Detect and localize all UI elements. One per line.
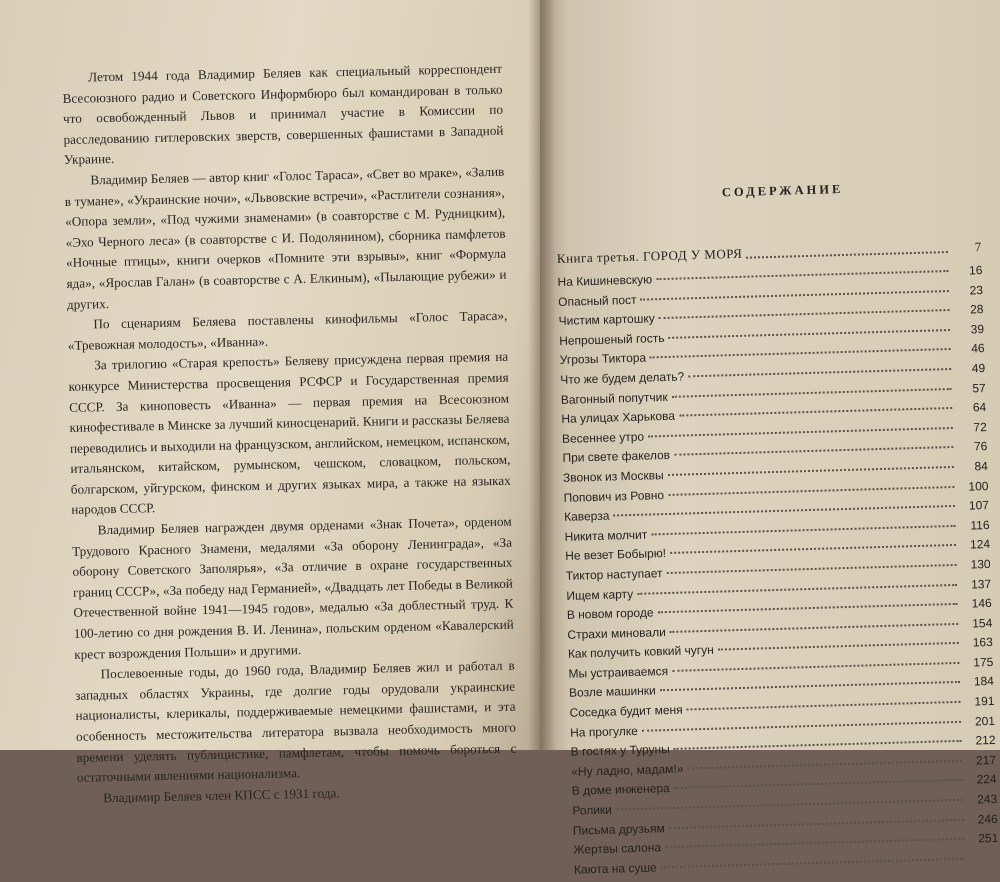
toc-entry-title: Каверза [563, 508, 610, 524]
toc-leader-dots [641, 290, 949, 301]
toc-entry-title: При свете факелов [562, 448, 671, 466]
toc-entry-title: Как получить ковкий чугун [567, 643, 714, 662]
toc-leader-dots [668, 485, 954, 495]
toc-leader-dots [687, 701, 961, 711]
toc-leader-dots [648, 427, 953, 438]
toc-leader-dots [657, 603, 957, 613]
toc-leader-dots [674, 446, 953, 456]
bio-paragraph: По сценариям Беляева поставлены кинофильмы «Голос Тараса», «Тревожная молодость», «Иванна». [67, 307, 508, 353]
toc-leader-dots [688, 368, 951, 377]
toc-entry-page: 28 [969, 302, 984, 317]
toc-entry-title: Вагонный попутчик [560, 389, 668, 407]
toc-entry-page: 130 [970, 556, 991, 572]
toc-entry-title: Страхи миновали [567, 624, 666, 642]
toc-entry-title: Возле машинки [568, 683, 656, 701]
toc-leader-dots [651, 525, 955, 536]
toc-entry-list [557, 263, 999, 882]
toc-entry-page: 116 [970, 517, 990, 533]
toc-entry-page: 243 [976, 791, 998, 807]
toc-entry-title: Жертвы салона [573, 840, 662, 857]
toc-book-entry [557, 239, 982, 267]
toc-leader-dots [670, 623, 959, 633]
toc-leader-dots [661, 858, 965, 868]
toc-book-title: Книга третья. ГОРОД У МОРЯ [556, 245, 743, 266]
toc-leader-dots [669, 818, 964, 828]
toc-entry-title: Соседка будит меня [569, 702, 683, 720]
toc-entry-title: Чистим картошку [558, 311, 655, 329]
toc-entry-title: Попович из Ровно [563, 487, 665, 505]
toc-leader-dots [665, 838, 964, 848]
toc-leader-dots [674, 740, 962, 750]
toc-entry-page: 201 [974, 713, 996, 729]
toc-leader-dots [672, 662, 959, 672]
toc-entry-title: Опасный пост [557, 292, 637, 309]
toc-entry-page: 23 [969, 282, 984, 298]
toc-book-page: 7 [974, 239, 982, 255]
bio-paragraph: Владимир Беляев награжден двумя орденами «Знак Почета», орденом Трудового Красного Знамени, медалями «За оборону Ленинграда», «За оборону Советского Заполярья», «За отличие в охране государственных границ СССР», «За победу над Германией», «Двадцать лет Победы в Великой Отечественной войне 1941—1945 годов», медалью «За доблестный труд. К 100-летию со дня рождения В. И. Ленина», польским орденом «Кавалерский крест возрождения Польши» и другими. [71, 513, 514, 662]
toc-leader-dots [659, 309, 950, 319]
toc-entry-title: Мы устраиваемся [568, 663, 669, 681]
toc-entry-title: Ищем карту [566, 586, 634, 603]
toc-leader-dots [616, 799, 963, 811]
toc-entry-page: 184 [973, 674, 995, 689]
toc-entry-page: 124 [969, 537, 991, 552]
toc-leader-dots [667, 564, 957, 574]
toc-entry-page: 46 [971, 341, 985, 356]
table-of-contents [555, 178, 999, 882]
toc-entry-title: Никита молчит [564, 527, 648, 544]
toc-entry-page: 191 [974, 693, 995, 709]
toc-entry-title: Непрошеный гость [559, 330, 665, 348]
toc-leader-dots [668, 329, 950, 339]
toc-entry-page: 64 [972, 400, 987, 415]
toc-heading: СОДЕРЖАНИЕ [721, 181, 844, 200]
toc-entry-page: 100 [968, 478, 989, 494]
toc-leader-dots [718, 642, 959, 651]
toc-leader-dots [672, 388, 952, 398]
toc-entry-page: 224 [976, 772, 997, 787]
toc-entry-page: 39 [970, 321, 985, 337]
toc-entry-title: Что же будем делать? [560, 369, 685, 387]
left-page [0, 0, 540, 806]
toc-entry-page: 137 [970, 576, 992, 592]
bio-paragraph: Владимир Беляев член КПСС с 1931 года. [103, 785, 340, 806]
toc-entry-title: В гостях у Туруны [570, 742, 670, 760]
toc-entry-title: «Ну ладно, мадам!» [571, 761, 684, 779]
toc-leader-dots [679, 407, 952, 417]
toc-entry-page: 72 [973, 419, 987, 435]
toc-entry-title: Звонок из Москвы [562, 468, 664, 485]
toc-entry-title: Письма друзьям [572, 820, 665, 838]
toc-entry-page: 16 [968, 263, 983, 278]
toc-entry-title: Каюта на суше [573, 860, 657, 877]
toc-entry-title: На улицах Харькова [561, 408, 676, 427]
toc-leader-dots [637, 583, 957, 594]
bio-paragraph: Послевоенные годы, до 1960 года, Владимир Беляев жил и работал в западных областях Украины, где долгие годы орудовали украинские националисты, клерикалы, поддерживаемые немецкими фашистами, и эта особенность местожительства литератора вызвала необходимость много времени уделять публицистике, памфлетам, чтобы помочь бороться с остаточными явлениями национализма. [74, 657, 517, 786]
toc-leader-dots [613, 505, 955, 517]
bio-paragraph: Владимир Беляев — автор книг «Голос Тараса», «Свет во мраке», «Залив в тумане», «Украинские ночи», «Львовские встречи», «Растлители сознания», «Опора земли», «Под чужими знаменами» (в соавторстве с М. Рудницким), «Эхо Черного леса» (в соавторстве с И. Подолянином), сборника памфлетов «Ночные птицы», книги очерков «Помните эти взрывы», книг «Формула яда», «Ярослав Галан» (в соавторстве с А. Елкиным), «Пылающие рубежи» и других. [64, 163, 507, 312]
toc-entry-page: 175 [973, 654, 994, 670]
toc-entry-page: 84 [974, 458, 989, 474]
toc-entry-title: Тиктор наступает [565, 566, 663, 583]
bio-paragraph: За трилогию «Старая крепость» Беляеву присуждена первая премия на конкурсе Министерства просвещения РСФСР и Государственная премия СССР. За киноповесть «Иванна» — первая премия на Всесоюзном кинофестивале в Минске за лучший киносценарий. Книги и рассказы Беляева переводились и выходили на французском, английском, немецком, испанском, итальянском, китайском, румынском, чешском, словацком, польском, болгарском, уйгурском, финском и других языках мира, а также на языках народов СССР. [68, 349, 511, 518]
toc-leader-dots [687, 760, 962, 770]
toc-entry-page [969, 862, 999, 863]
toc-entry-page: 251 [978, 831, 999, 846]
toc-entry-page: 163 [972, 635, 993, 650]
toc-leader-dots [660, 681, 960, 691]
toc-leader-dots [670, 544, 956, 554]
toc-entry-page: 212 [975, 733, 996, 748]
toc-entry-page: 107 [968, 498, 990, 513]
toc-entry-title: Не везет Бобырю! [565, 546, 667, 564]
toc-leader-dots [674, 779, 963, 789]
toc-entry-page: 146 [971, 596, 992, 611]
toc-leader-dots [746, 237, 948, 259]
toc-leader-dots [668, 466, 954, 476]
toc-leader-dots [642, 721, 961, 732]
toc-entry-title: В новом городе [566, 605, 654, 622]
toc-entry-title: В доме инженера [571, 781, 670, 799]
book-gutter [528, 0, 556, 750]
toc-entry-page: 76 [973, 439, 988, 454]
toc-entry-page: 49 [971, 361, 986, 376]
toc-entry-page: 217 [975, 752, 997, 768]
toc-entry-title: Угрозы Тиктора [559, 350, 647, 368]
toc-entry-page: 154 [972, 615, 993, 631]
toc-entry-page: 57 [972, 380, 986, 395]
toc-entry-title: На прогулке [569, 723, 639, 740]
toc-leader-dots [650, 348, 951, 358]
toc-entry-title: Ролики [572, 802, 613, 818]
toc-entry-title: На Кишиневскую [557, 272, 653, 289]
bio-paragraph: Летом 1944 года Владимир Беляев как специальный корреспондент Всесоюзного радио и Советского Информбюро был командирован в только что освобожденный Львов и принимал участие в Комиссии по расследованию гитлеровских зверств, совершенных фашистами в Западной Украине. [62, 60, 504, 168]
toc-entry-title: Весеннее утро [561, 429, 645, 446]
author-biography [62, 59, 517, 809]
toc-entry-page: 246 [977, 811, 998, 827]
toc-leader-dots [656, 270, 948, 280]
